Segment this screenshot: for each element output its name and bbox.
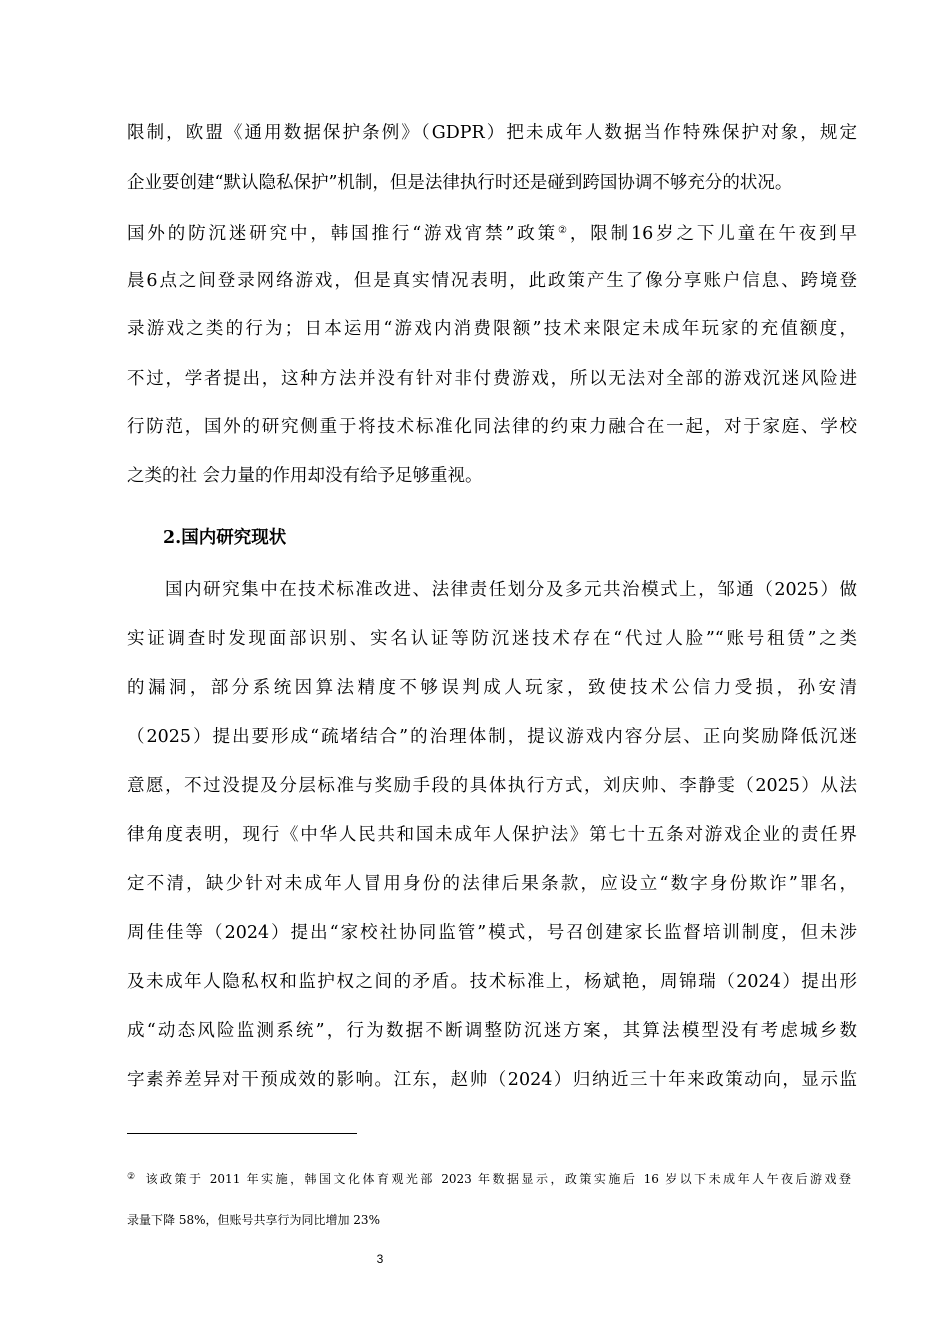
footnote-line-1 <box>127 1168 851 1188</box>
paragraph-3-line-6: 律角度表明，现行《中华人民共和国未成年人保护法》第七十五条对游戏企业的责任界 <box>127 825 857 845</box>
paragraph-3-line-4: （2025）提出要形成“疏堵结合”的治理体制，提议游戏内容分层、正向奖励降低沉迷 <box>127 727 857 747</box>
page-number: 3 <box>376 1252 384 1266</box>
paragraph-2-line-5: 行防范，国外的研究侧重于将技术标准化同法律的约束力融合在一起，对于家庭、学校 <box>127 417 857 437</box>
section-heading: 2.国内研究现状 <box>163 528 287 548</box>
paragraph-3-line-1: 国内研究集中在技术标准改进、法律责任划分及多元共治模式上，邹通（2025）做 <box>165 580 857 600</box>
paragraph-3-line-8: 周佳佳等（2024）提出“家校社协同监管”模式，号召创建家长监督培训制度，但未涉 <box>127 923 857 943</box>
paragraph-3-line-2: 实证调查时发现面部识别、实名认证等防沉迷技术存在“代过人脸”“账号租赁”之类 <box>127 629 857 649</box>
paragraph-2-line-4: 不过，学者提出，这种方法并没有针对非付费游戏，所以无法对全部的游戏沉迷风险进 <box>127 369 857 389</box>
footnote-separator <box>127 1133 357 1134</box>
paragraph-3-line-5: 意愿，不过没提及分层标准与奖励手段的具体执行方式，刘庆帅、李静雯（2025）从法 <box>127 776 857 796</box>
paragraph-3-line-7: 定不清，缺少针对未成年人冒用身份的法律后果条款，应设立“数字身份欺诈”罪名， <box>127 874 857 894</box>
paragraph-2-line-2: 晨6点之间登录网络游戏，但是真实情况表明，此政策产生了像分享账户信息、跨境登 <box>127 271 857 291</box>
paragraph-2-text-a: 国外的防沉迷研究中，韩国推行“游戏宵禁”政策 <box>127 224 559 244</box>
paragraph-1-line-2: 企业要创建“默认隐私保护”机制，但是法律执行时还是碰到跨国协调不够充分的状况。 <box>127 173 793 193</box>
footnote-reference-mark[interactable]: ② <box>558 225 570 236</box>
paragraph-2-line-3: 录游戏之类的行为；日本运用“游戏内消费限额”技术来限定未成年玩家的充值额度， <box>127 319 857 339</box>
footnote-text-1: 该政策于 2011 年实施，韩国文化体育观光部 2023 年数据显示，政策实施后 16 岁以下未成年人午夜后游戏登 <box>145 1172 851 1186</box>
paragraph-2-text-b: ，限制16岁之下儿童在午夜到早 <box>569 224 857 244</box>
paragraph-2-line-6: 之类的社 会力量的作用却没有给予足够重视。 <box>127 466 483 486</box>
paragraph-3-line-9: 及未成年人隐私权和监护权之间的矛盾。技术标准上，杨斌艳，周锦瑞（2024）提出形 <box>127 972 857 992</box>
paragraph-2-line-1 <box>127 219 857 246</box>
paragraph-3-line-3: 的漏洞，部分系统因算法精度不够误判成人玩家，致使技术公信力受损，孙安清 <box>127 678 857 698</box>
paragraph-3-line-10: 成“动态风险监测系统”，行为数据不断调整防沉迷方案，其算法模型没有考虑城乡数 <box>127 1021 857 1041</box>
footnote-mark: ② <box>127 1172 138 1182</box>
paragraph-1-line-1: 限制，欧盟《通用数据保护条例》（GDPR）把未成年人数据当作特殊保护对象，规定 <box>127 123 857 143</box>
paragraph-3-line-11: 字素养差异对干预成效的影响。江东，赵帅（2024）归纳近三十年来政策动向，显示监 <box>127 1070 857 1090</box>
footnote-line-2: 录量下降 58%，但账号共享行为同比增加 23% <box>127 1213 380 1227</box>
